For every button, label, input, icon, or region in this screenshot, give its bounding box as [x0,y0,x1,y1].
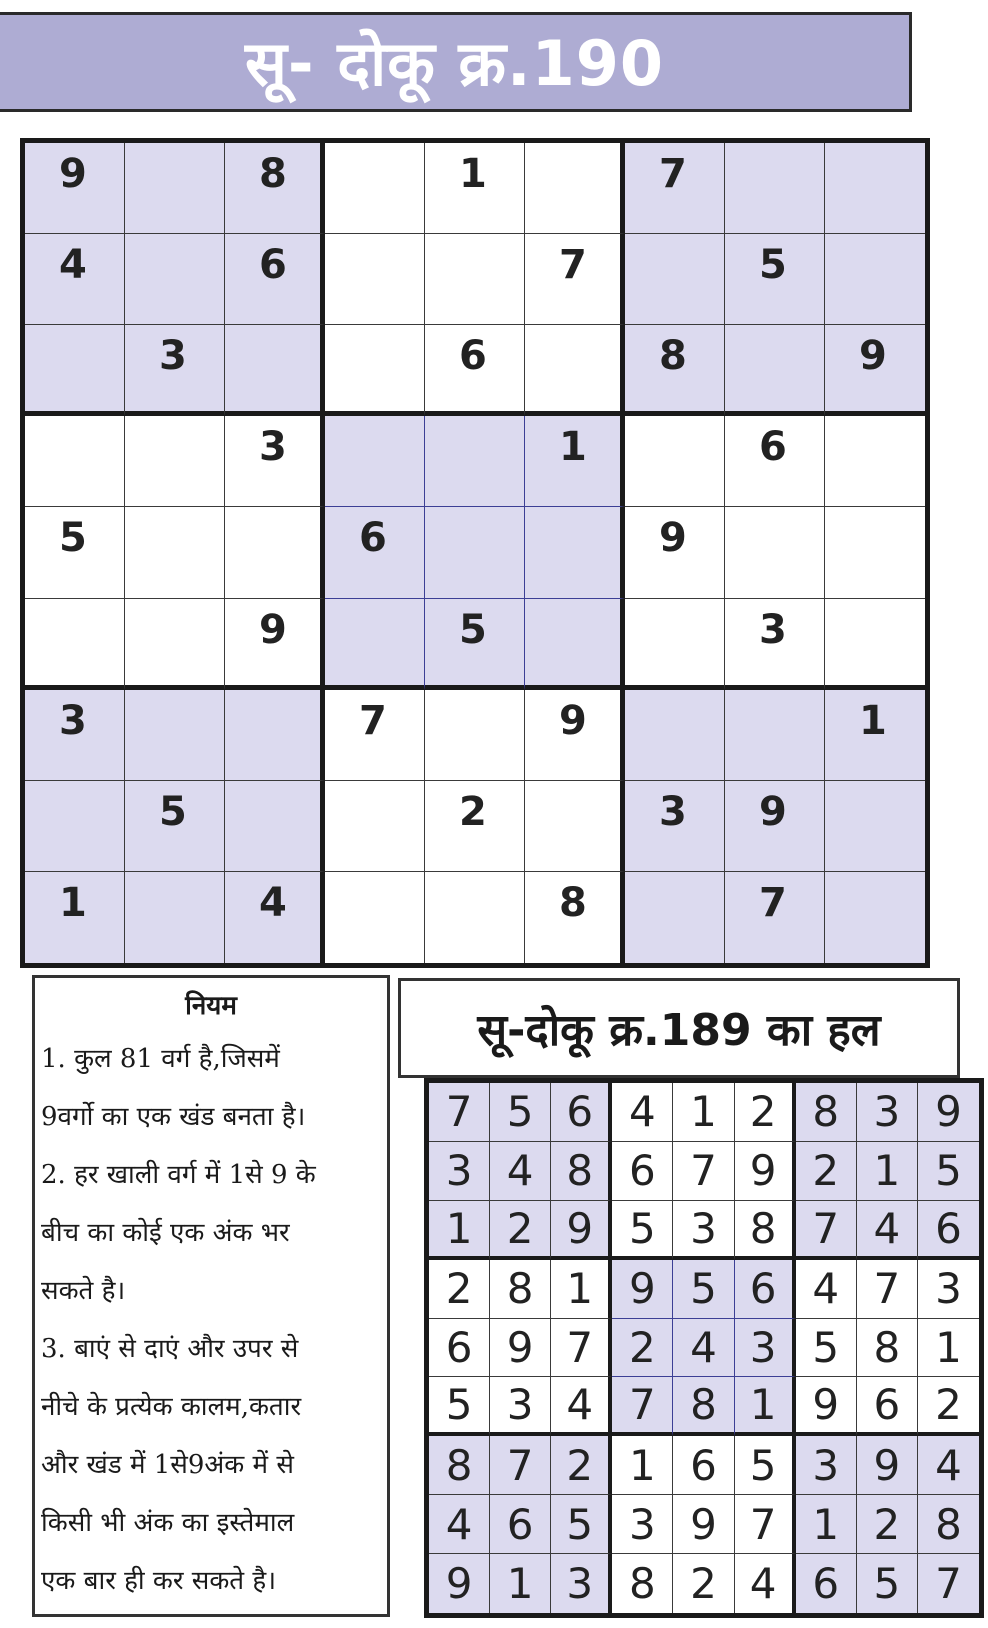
cell-digit: 3 [659,788,687,835]
title-banner [0,12,912,112]
cell-digit: 1 [559,424,587,471]
solution-cell: 7 [490,1436,551,1495]
cell-digit: 5 [759,242,787,289]
empty-cell[interactable] [625,872,725,963]
cell-digit: 7 [659,151,687,197]
empty-cell[interactable] [525,599,625,690]
empty-cell[interactable] [625,599,725,690]
given-cell [125,781,225,872]
solution-title: सू-दोकू क्र.189 का हल [398,978,960,1078]
given-cell [525,690,625,781]
solution-cell: 6 [612,1142,673,1201]
given-cell [525,234,625,325]
solution-cell: 6 [735,1260,796,1319]
solution-cell: 2 [735,1083,796,1142]
empty-cell[interactable] [225,507,325,598]
rule-line: नीचे के प्रत्येक कालम,कतार [41,1392,302,1422]
empty-cell[interactable] [325,416,425,507]
solution-cell: 3 [551,1554,612,1613]
rule-line: सकते है। [41,1276,126,1306]
solution-cell: 6 [918,1201,979,1260]
empty-cell[interactable] [125,143,225,234]
solution-cell: 5 [551,1495,612,1554]
rule-line: 2. हर खाली वर्ग में 1से 9 के [41,1160,316,1190]
solution-cell: 9 [673,1495,734,1554]
cell-digit: 6 [459,333,487,380]
solution-cell: 3 [735,1319,796,1378]
empty-cell[interactable] [425,416,525,507]
solution-cell: 4 [857,1201,918,1260]
empty-cell[interactable] [725,143,825,234]
given-cell [225,234,325,325]
given-cell [25,690,125,781]
given-cell [325,507,425,598]
solution-cell: 6 [429,1319,490,1378]
given-cell [725,234,825,325]
solution-cell: 3 [857,1083,918,1142]
rules-title: नियम [185,991,237,1021]
cell-digit: 8 [259,151,287,197]
solution-cell: 4 [673,1319,734,1378]
solution-cell: 8 [796,1083,857,1142]
solution-cell: 2 [673,1554,734,1613]
solution-cell: 1 [918,1319,979,1378]
cell-digit: 9 [759,788,787,835]
given-cell [225,143,325,234]
rule-line: 1. कुल 81 वर्ग है,जिसमें [41,1044,280,1074]
solution-cell: 7 [735,1495,796,1554]
solution-cell: 8 [612,1554,673,1613]
solution-cell: 3 [918,1260,979,1319]
empty-cell[interactable] [725,325,825,416]
rules-box [32,975,390,1617]
empty-cell[interactable] [425,872,525,963]
empty-cell[interactable] [25,781,125,872]
solution-cell: 9 [857,1436,918,1495]
empty-cell[interactable] [525,781,625,872]
cell-digit: 3 [159,333,187,380]
cell-digit: 5 [159,788,187,835]
solution-cell: 5 [612,1201,673,1260]
rule-line: और खंड में 1से9अंक में से [41,1450,294,1480]
empty-cell[interactable] [325,143,425,234]
given-cell [625,143,725,234]
solution-cell: 5 [490,1083,551,1142]
cell-digit: 9 [659,515,687,562]
empty-cell[interactable] [125,872,225,963]
cell-digit: 9 [859,333,887,380]
solution-cell: 5 [735,1436,796,1495]
cell-digit: 7 [759,879,787,926]
cell-digit: 4 [59,242,87,289]
empty-cell[interactable] [825,599,925,690]
solution-cell: 4 [612,1083,673,1142]
solution-cell: 6 [857,1377,918,1436]
cell-digit: 9 [259,606,287,653]
solution-cell: 8 [857,1319,918,1378]
solution-cell: 2 [918,1377,979,1436]
solution-cell: 7 [429,1083,490,1142]
empty-cell[interactable] [825,872,925,963]
empty-cell[interactable] [525,325,625,416]
solution-cell: 9 [429,1554,490,1613]
solution-cell: 2 [612,1319,673,1378]
solution-cell: 4 [551,1377,612,1436]
solution-cell: 9 [796,1377,857,1436]
cell-digit: 8 [659,333,687,380]
solution-cell: 8 [429,1436,490,1495]
solution-cell: 8 [551,1142,612,1201]
empty-cell[interactable] [825,507,925,598]
rule-line: एक बार ही कर सकते है। [41,1566,277,1596]
empty-cell[interactable] [125,416,225,507]
solution-cell: 9 [612,1260,673,1319]
cell-digit: 1 [859,697,887,744]
given-cell [525,416,625,507]
given-cell [25,872,125,963]
solution-cell: 7 [551,1319,612,1378]
given-cell [225,416,325,507]
given-cell [225,599,325,690]
sudoku-puzzle-grid [20,138,930,968]
cell-digit: 5 [459,606,487,653]
solution-cell: 8 [490,1260,551,1319]
empty-cell[interactable] [825,143,925,234]
rule-line: 3. बाएं से दाएं और उपर से [41,1334,299,1364]
solution-cell: 8 [918,1495,979,1554]
given-cell [825,690,925,781]
solution-cell: 5 [673,1260,734,1319]
solution-cell: 7 [612,1377,673,1436]
given-cell [625,325,725,416]
empty-cell[interactable] [725,507,825,598]
solution-cell: 1 [551,1260,612,1319]
solution-cell: 1 [673,1083,734,1142]
empty-cell[interactable] [325,599,425,690]
solution-cell: 4 [918,1436,979,1495]
empty-cell[interactable] [425,234,525,325]
solution-cell: 7 [857,1260,918,1319]
given-cell [425,599,525,690]
empty-cell[interactable] [25,325,125,416]
empty-cell[interactable] [625,416,725,507]
solution-cell: 2 [490,1201,551,1260]
empty-cell[interactable] [825,416,925,507]
solution-cell: 1 [857,1142,918,1201]
sudoku-solution-grid [424,1078,984,1618]
solution-cell: 6 [551,1083,612,1142]
cell-digit: 4 [259,879,287,926]
solution-cell: 6 [673,1436,734,1495]
cell-digit: 7 [359,697,387,744]
given-cell [25,507,125,598]
solution-cell: 7 [673,1142,734,1201]
cell-digit: 6 [759,424,787,471]
solution-cell: 3 [796,1436,857,1495]
solution-cell: 1 [490,1554,551,1613]
empty-cell[interactable] [525,507,625,598]
solution-cell: 5 [918,1142,979,1201]
solution-cell: 4 [429,1495,490,1554]
given-cell [25,143,125,234]
solution-cell: 5 [429,1377,490,1436]
given-cell [725,416,825,507]
empty-cell[interactable] [25,416,125,507]
given-cell [425,143,525,234]
solution-cell: 5 [857,1554,918,1613]
solution-cell: 3 [429,1142,490,1201]
given-cell [725,781,825,872]
empty-cell[interactable] [125,599,225,690]
cell-digit: 9 [559,697,587,744]
empty-cell[interactable] [125,507,225,598]
solution-cell: 2 [857,1495,918,1554]
given-cell [725,872,825,963]
solution-cell: 4 [735,1554,796,1613]
empty-cell[interactable] [625,690,725,781]
empty-cell[interactable] [125,234,225,325]
empty-cell[interactable] [325,325,425,416]
cell-digit: 6 [359,515,387,562]
solution-cell: 6 [490,1495,551,1554]
empty-cell[interactable] [125,690,225,781]
given-cell [325,690,425,781]
solution-cell: 4 [796,1260,857,1319]
solution-cell: 2 [796,1142,857,1201]
rule-line: 9वर्गो का एक खंड बनता है। [41,1102,306,1132]
solution-cell: 7 [918,1554,979,1613]
cell-digit: 1 [459,151,487,197]
empty-cell[interactable] [225,781,325,872]
solution-cell: 3 [490,1377,551,1436]
empty-cell[interactable] [425,690,525,781]
solution-cell: 9 [918,1083,979,1142]
solution-cell: 2 [551,1436,612,1495]
cell-digit: 6 [259,242,287,289]
empty-cell[interactable] [325,872,425,963]
solution-cell: 1 [429,1201,490,1260]
given-cell [425,781,525,872]
solution-cell: 1 [796,1495,857,1554]
empty-cell[interactable] [225,690,325,781]
empty-cell[interactable] [325,781,425,872]
empty-cell[interactable] [225,325,325,416]
solution-cell: 9 [735,1142,796,1201]
rule-line: बीच का कोई एक अंक भर [41,1218,290,1248]
cell-digit: 5 [59,515,87,562]
cell-digit: 3 [759,606,787,653]
empty-cell[interactable] [425,507,525,598]
empty-cell[interactable] [625,234,725,325]
solution-cell: 9 [490,1319,551,1378]
cell-digit: 8 [559,879,587,926]
cell-digit: 2 [459,788,487,835]
given-cell [225,872,325,963]
given-cell [525,872,625,963]
empty-cell[interactable] [825,781,925,872]
solution-cell: 4 [490,1142,551,1201]
cell-digit: 7 [559,242,587,289]
cell-digit: 9 [59,151,87,197]
given-cell [425,325,525,416]
solution-cell: 3 [612,1495,673,1554]
empty-cell[interactable] [725,690,825,781]
given-cell [825,325,925,416]
solution-cell: 1 [612,1436,673,1495]
cell-digit: 3 [59,697,87,744]
given-cell [25,234,125,325]
given-cell [625,781,725,872]
rule-line: किसी भी अंक का इस्तेमाल [41,1508,295,1538]
given-cell [625,507,725,598]
solution-cell: 9 [551,1201,612,1260]
empty-cell[interactable] [325,234,425,325]
empty-cell[interactable] [525,143,625,234]
solution-cell: 3 [673,1201,734,1260]
solution-cell: 6 [796,1554,857,1613]
given-cell [725,599,825,690]
solution-cell: 7 [796,1201,857,1260]
given-cell [125,325,225,416]
cell-digit: 1 [59,879,87,926]
empty-cell[interactable] [825,234,925,325]
solution-cell: 1 [735,1377,796,1436]
cell-digit: 3 [259,424,287,471]
solution-cell: 8 [673,1377,734,1436]
page-title: सू- दोकू क्र.190 [245,27,664,100]
empty-cell[interactable] [25,599,125,690]
solution-cell: 5 [796,1319,857,1378]
solution-cell: 8 [735,1201,796,1260]
solution-cell: 2 [429,1260,490,1319]
